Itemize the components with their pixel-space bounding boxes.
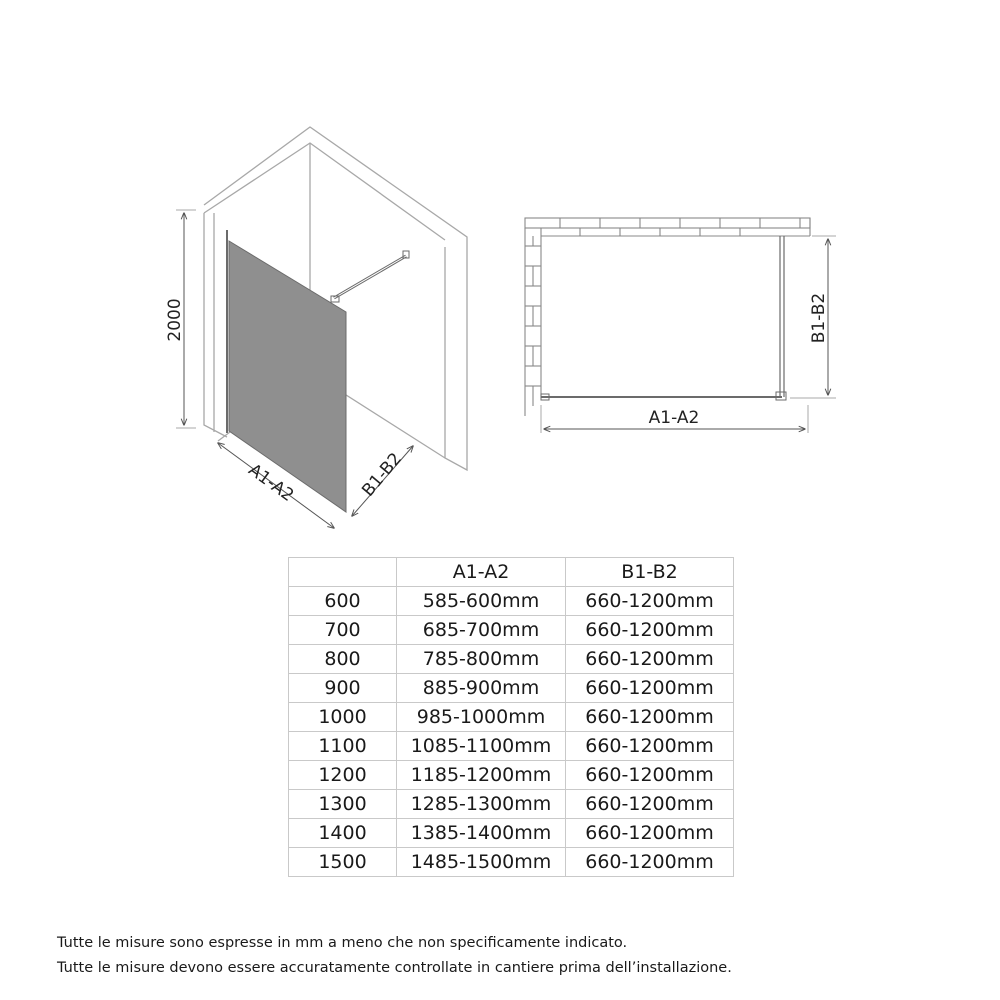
cell-a1-a2: 1185-1200mm xyxy=(397,761,566,790)
iso-height-label: 2000 xyxy=(165,298,185,342)
table-row xyxy=(289,848,734,877)
note-units: Tutte le misure sono espresse in mm a meno che non specificamente indicato. xyxy=(57,935,628,951)
isometric-view xyxy=(165,127,467,528)
table-row xyxy=(289,732,734,761)
cell-size: 1300 xyxy=(289,790,397,819)
cell-b1-b2: 660-1200mm xyxy=(566,703,734,732)
table-row xyxy=(289,616,734,645)
note-verify: Tutte le misure devono essere accuratamente controllate in cantiere prima dell’installazione. xyxy=(57,960,732,976)
cell-b1-b2: 660-1200mm xyxy=(566,848,734,877)
cell-b1-b2: 660-1200mm xyxy=(566,819,734,848)
table-row xyxy=(289,587,734,616)
cell-b1-b2: 660-1200mm xyxy=(566,761,734,790)
cell-a1-a2: 1385-1400mm xyxy=(397,819,566,848)
table-row xyxy=(289,674,734,703)
cell-size: 600 xyxy=(289,587,397,616)
cell-b1-b2: 660-1200mm xyxy=(566,790,734,819)
cell-size: 1000 xyxy=(289,703,397,732)
table-row xyxy=(289,790,734,819)
glass-panel xyxy=(229,241,346,512)
cell-a1-a2: 1285-1300mm xyxy=(397,790,566,819)
cell-size: 1400 xyxy=(289,819,397,848)
plan-glass xyxy=(541,236,786,400)
stabilizer-bar xyxy=(331,251,409,302)
cell-a1-a2: 1485-1500mm xyxy=(397,848,566,877)
header-a1-a2: A1-A2 xyxy=(397,558,566,587)
iso-width-label: A1-A2 xyxy=(244,459,298,506)
cell-a1-a2: 785-800mm xyxy=(397,645,566,674)
header-size xyxy=(289,558,397,587)
cell-size: 900 xyxy=(289,674,397,703)
table-header-row xyxy=(289,558,734,587)
plan-depth-label: B1-B2 xyxy=(809,292,829,344)
cell-a1-a2: 885-900mm xyxy=(397,674,566,703)
cell-b1-b2: 660-1200mm xyxy=(566,616,734,645)
cell-b1-b2: 660-1200mm xyxy=(566,674,734,703)
plan-width-label: A1-A2 xyxy=(648,408,700,428)
cell-b1-b2: 660-1200mm xyxy=(566,587,734,616)
table-row xyxy=(289,645,734,674)
table-row xyxy=(289,761,734,790)
cell-size: 1200 xyxy=(289,761,397,790)
cell-a1-a2: 685-700mm xyxy=(397,616,566,645)
cell-a1-a2: 1085-1100mm xyxy=(397,732,566,761)
header-b1-b2: B1-B2 xyxy=(566,558,734,587)
cell-a1-a2: 985-1000mm xyxy=(397,703,566,732)
footnotes xyxy=(57,931,732,981)
table-row xyxy=(289,703,734,732)
cell-size: 700 xyxy=(289,616,397,645)
cell-size: 1100 xyxy=(289,732,397,761)
cell-b1-b2: 660-1200mm xyxy=(566,732,734,761)
size-table xyxy=(288,557,734,877)
table-row xyxy=(289,819,734,848)
cell-a1-a2: 585-600mm xyxy=(397,587,566,616)
cell-size: 800 xyxy=(289,645,397,674)
iso-depth-label: B1-B2 xyxy=(358,449,407,501)
cell-size: 1500 xyxy=(289,848,397,877)
plan-view xyxy=(525,218,836,433)
brick-wall xyxy=(525,218,810,416)
cell-b1-b2: 660-1200mm xyxy=(566,645,734,674)
